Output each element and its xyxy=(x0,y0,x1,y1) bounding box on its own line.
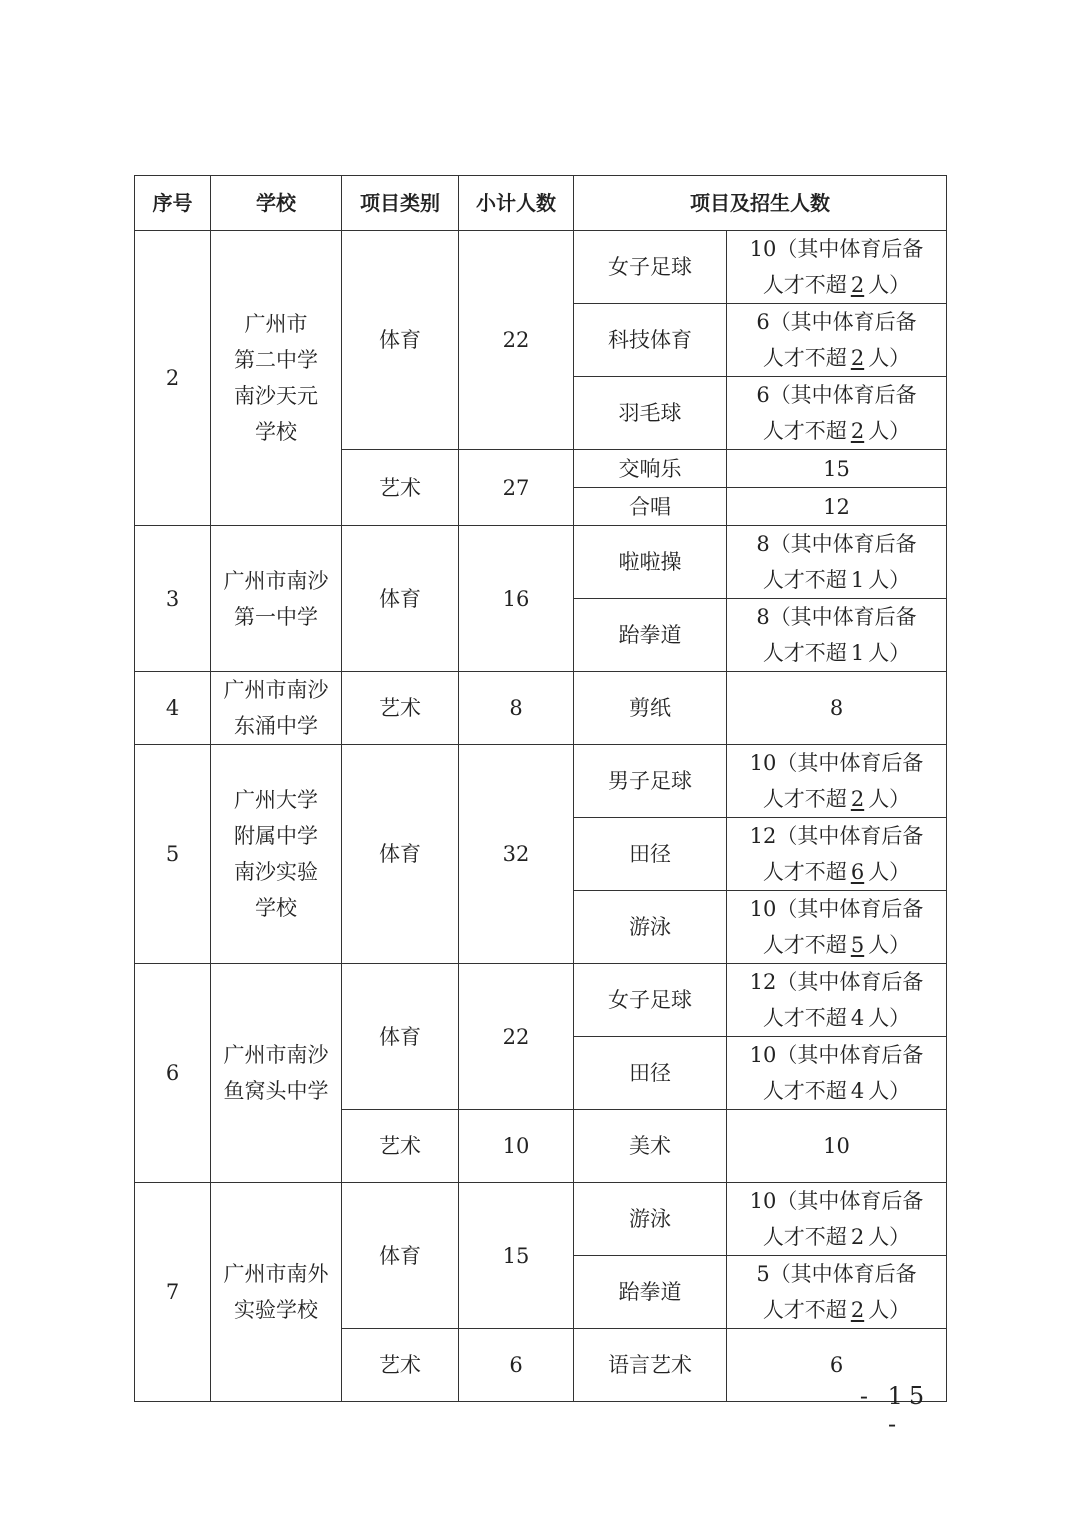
header-no: 序号 xyxy=(135,176,211,231)
cell-school xyxy=(211,526,342,672)
cell-item-count: 8 xyxy=(727,672,947,745)
cell-no: 4 xyxy=(135,672,211,745)
quota-suffix: 人） xyxy=(868,419,911,443)
quota-reserve: 2 xyxy=(850,419,865,443)
quota-line-1 xyxy=(731,1037,942,1073)
quota-prefix: （其中体育后备 xyxy=(769,532,917,556)
cell-school xyxy=(211,964,342,1183)
quota-reserve: 2 xyxy=(850,346,865,370)
quota-prefix: （其中体育后备 xyxy=(776,237,924,261)
quota-suffix: 人） xyxy=(868,568,911,592)
quota-line-1 xyxy=(731,304,942,340)
cell-subtotal: 8 xyxy=(459,672,574,745)
cell-item-name: 女子足球 xyxy=(574,964,727,1037)
enrollment-table xyxy=(134,175,947,1402)
quota-prefix: （其中体育后备 xyxy=(776,897,924,921)
cell-category: 艺术 xyxy=(342,1110,459,1183)
quota-prefix: （其中体育后备 xyxy=(769,605,917,629)
quota-count: 12 xyxy=(749,970,777,994)
cell-item-name: 田径 xyxy=(574,1037,727,1110)
page-number: - 15 - xyxy=(859,1382,931,1438)
quota-mid: 人才不超 xyxy=(762,1225,847,1249)
school-name-line: 鱼窝头中学 xyxy=(223,1079,329,1103)
cell-item-name: 跆拳道 xyxy=(574,599,727,672)
cell-item-count xyxy=(727,1183,947,1256)
cell-item-count xyxy=(727,304,947,377)
quota-reserve: 6 xyxy=(850,860,865,884)
cell-item-name: 合唱 xyxy=(574,488,727,526)
quota-suffix: 人） xyxy=(868,860,911,884)
cell-subtotal: 22 xyxy=(459,231,574,450)
quota-line-2 xyxy=(731,854,942,890)
quota-suffix: 人） xyxy=(868,1006,911,1030)
quota-reserve: 2 xyxy=(850,1225,865,1249)
table-row xyxy=(135,231,947,304)
school-name-line: 广州市南沙 xyxy=(223,1043,329,1067)
cell-item-name: 游泳 xyxy=(574,891,727,964)
quota-prefix: （其中体育后备 xyxy=(769,310,917,334)
cell-no: 6 xyxy=(135,964,211,1183)
quota-line-1 xyxy=(731,818,942,854)
cell-item-name: 啦啦操 xyxy=(574,526,727,599)
cell-subtotal: 16 xyxy=(459,526,574,672)
quota-line-2 xyxy=(731,1292,942,1328)
cell-item-count xyxy=(727,1256,947,1329)
quota-line-2 xyxy=(731,1000,942,1036)
school-name-line: 第二中学 xyxy=(234,348,318,372)
cell-category: 艺术 xyxy=(342,672,459,745)
table-row xyxy=(135,745,947,818)
quota-mid: 人才不超 xyxy=(762,1298,847,1322)
cell-no: 7 xyxy=(135,1183,211,1402)
quota-line-1 xyxy=(731,231,942,267)
quota-reserve: 5 xyxy=(850,933,865,957)
cell-category: 体育 xyxy=(342,964,459,1110)
cell-item-count: 15 xyxy=(727,450,947,488)
quota-line-2 xyxy=(731,340,942,376)
cell-item-count xyxy=(727,231,947,304)
quota-count: 10 xyxy=(749,1189,777,1213)
quota-mid: 人才不超 xyxy=(762,860,847,884)
school-name-line: 广州市南沙 xyxy=(223,678,329,702)
quota-prefix: （其中体育后备 xyxy=(776,751,924,775)
cell-item-name: 游泳 xyxy=(574,1183,727,1256)
quota-count: 10 xyxy=(749,897,777,921)
cell-item-name: 语言艺术 xyxy=(574,1329,727,1402)
school-name-line: 南沙天元 xyxy=(234,384,318,408)
header-category: 项目类别 xyxy=(342,176,459,231)
cell-subtotal: 22 xyxy=(459,964,574,1110)
cell-school xyxy=(211,231,342,526)
cell-item-count xyxy=(727,818,947,891)
quota-suffix: 人） xyxy=(868,346,911,370)
quota-line-2 xyxy=(731,562,942,598)
quota-reserve: 2 xyxy=(850,1298,865,1322)
cell-item-name: 交响乐 xyxy=(574,450,727,488)
cell-item-count xyxy=(727,891,947,964)
quota-reserve: 4 xyxy=(850,1079,865,1103)
school-name-line: 学校 xyxy=(255,420,297,444)
quota-line-1 xyxy=(731,1256,942,1292)
quota-prefix: （其中体育后备 xyxy=(769,383,917,407)
school-name-line: 第一中学 xyxy=(234,604,318,629)
quota-suffix: 人） xyxy=(868,1225,911,1249)
quota-mid: 人才不超 xyxy=(762,568,847,592)
quota-count: 10 xyxy=(749,751,777,775)
cell-item-name: 剪纸 xyxy=(574,672,727,745)
quota-line-1 xyxy=(731,377,942,413)
header-items: 项目及招生人数 xyxy=(574,176,947,231)
quota-mid: 人才不超 xyxy=(762,1006,847,1030)
school-name-line: 广州大学 xyxy=(234,788,318,812)
quota-line-1 xyxy=(731,964,942,1000)
school-name-line: 附属中学 xyxy=(234,824,318,848)
quota-count: 5 xyxy=(756,1262,770,1286)
cell-item-count xyxy=(727,377,947,450)
header-row xyxy=(135,176,947,231)
cell-item-count: 6 xyxy=(727,1329,947,1402)
school-name-line: 广州市 xyxy=(244,312,308,336)
quota-mid: 人才不超 xyxy=(762,787,847,811)
cell-subtotal: 27 xyxy=(459,450,574,526)
quota-count: 8 xyxy=(756,605,770,629)
cell-subtotal: 15 xyxy=(459,1183,574,1329)
cell-school xyxy=(211,672,342,745)
quota-prefix: （其中体育后备 xyxy=(776,970,924,994)
cell-subtotal: 32 xyxy=(459,745,574,964)
quota-line-2 xyxy=(731,635,942,671)
cell-item-count xyxy=(727,745,947,818)
quota-prefix: （其中体育后备 xyxy=(776,1189,924,1213)
cell-category: 体育 xyxy=(342,745,459,964)
cell-item-name: 田径 xyxy=(574,818,727,891)
quota-line-2 xyxy=(731,927,942,963)
quota-count: 10 xyxy=(749,237,777,261)
quota-count: 6 xyxy=(756,310,770,334)
quota-suffix: 人） xyxy=(868,787,911,811)
quota-line-2 xyxy=(731,1073,942,1109)
quota-line-2 xyxy=(731,781,942,817)
cell-item-count xyxy=(727,964,947,1037)
quota-suffix: 人） xyxy=(868,1298,911,1322)
cell-item-count xyxy=(727,526,947,599)
cell-category: 艺术 xyxy=(342,450,459,526)
quota-mid: 人才不超 xyxy=(762,273,847,297)
table-row xyxy=(135,526,947,599)
quota-reserve: 2 xyxy=(850,273,865,297)
cell-no: 5 xyxy=(135,745,211,964)
quota-line-1 xyxy=(731,1183,942,1219)
cell-no: 3 xyxy=(135,526,211,672)
cell-category: 体育 xyxy=(342,526,459,672)
cell-school xyxy=(211,745,342,964)
table-row xyxy=(135,1183,947,1256)
quota-mid: 人才不超 xyxy=(762,419,847,443)
quota-reserve: 1 xyxy=(850,641,865,665)
table-row xyxy=(135,672,947,745)
quota-mid: 人才不超 xyxy=(762,1079,847,1103)
cell-item-name: 羽毛球 xyxy=(574,377,727,450)
quota-line-1 xyxy=(731,745,942,781)
quota-line-2 xyxy=(731,1219,942,1255)
quota-prefix: （其中体育后备 xyxy=(776,824,924,848)
cell-category: 艺术 xyxy=(342,1329,459,1402)
quota-line-2 xyxy=(731,413,942,449)
quota-line-1 xyxy=(731,599,942,635)
school-name-line: 南沙实验 xyxy=(234,860,318,884)
quota-line-2 xyxy=(731,267,942,303)
cell-item-count: 12 xyxy=(727,488,947,526)
quota-prefix: （其中体育后备 xyxy=(769,1262,917,1286)
quota-reserve: 4 xyxy=(850,1006,865,1030)
cell-item-count xyxy=(727,599,947,672)
cell-item-name: 男子足球 xyxy=(574,745,727,818)
table-row xyxy=(135,964,947,1037)
header-subtotal: 小计人数 xyxy=(459,176,574,231)
cell-no: 2 xyxy=(135,231,211,526)
cell-item-name: 跆拳道 xyxy=(574,1256,727,1329)
cell-item-name: 女子足球 xyxy=(574,231,727,304)
quota-line-1 xyxy=(731,526,942,562)
quota-mid: 人才不超 xyxy=(762,346,847,370)
quota-mid: 人才不超 xyxy=(762,641,847,665)
quota-count: 12 xyxy=(749,824,777,848)
cell-item-name: 科技体育 xyxy=(574,304,727,377)
school-name-line: 广州市南沙 xyxy=(223,568,329,593)
cell-subtotal: 10 xyxy=(459,1110,574,1183)
table-body xyxy=(135,231,947,1402)
school-name-line: 实验学校 xyxy=(234,1298,318,1322)
quota-mid: 人才不超 xyxy=(762,933,847,957)
quota-count: 8 xyxy=(756,532,770,556)
quota-line-1 xyxy=(731,891,942,927)
quota-suffix: 人） xyxy=(868,933,911,957)
quota-prefix: （其中体育后备 xyxy=(776,1043,924,1067)
quota-suffix: 人） xyxy=(868,273,911,297)
quota-suffix: 人） xyxy=(868,641,911,665)
quota-count: 6 xyxy=(756,383,770,407)
cell-category: 体育 xyxy=(342,1183,459,1329)
cell-item-name: 美术 xyxy=(574,1110,727,1183)
cell-item-count: 10 xyxy=(727,1110,947,1183)
cell-school xyxy=(211,1183,342,1402)
quota-suffix: 人） xyxy=(868,1079,911,1103)
school-name-line: 东涌中学 xyxy=(234,714,318,738)
cell-item-count xyxy=(727,1037,947,1110)
school-name-line: 广州市南外 xyxy=(223,1262,329,1286)
quota-reserve: 2 xyxy=(850,787,865,811)
school-name-line: 学校 xyxy=(255,896,297,920)
cell-subtotal: 6 xyxy=(459,1329,574,1402)
header-school: 学校 xyxy=(211,176,342,231)
quota-reserve: 1 xyxy=(850,568,865,592)
cell-category: 体育 xyxy=(342,231,459,450)
quota-count: 10 xyxy=(749,1043,777,1067)
